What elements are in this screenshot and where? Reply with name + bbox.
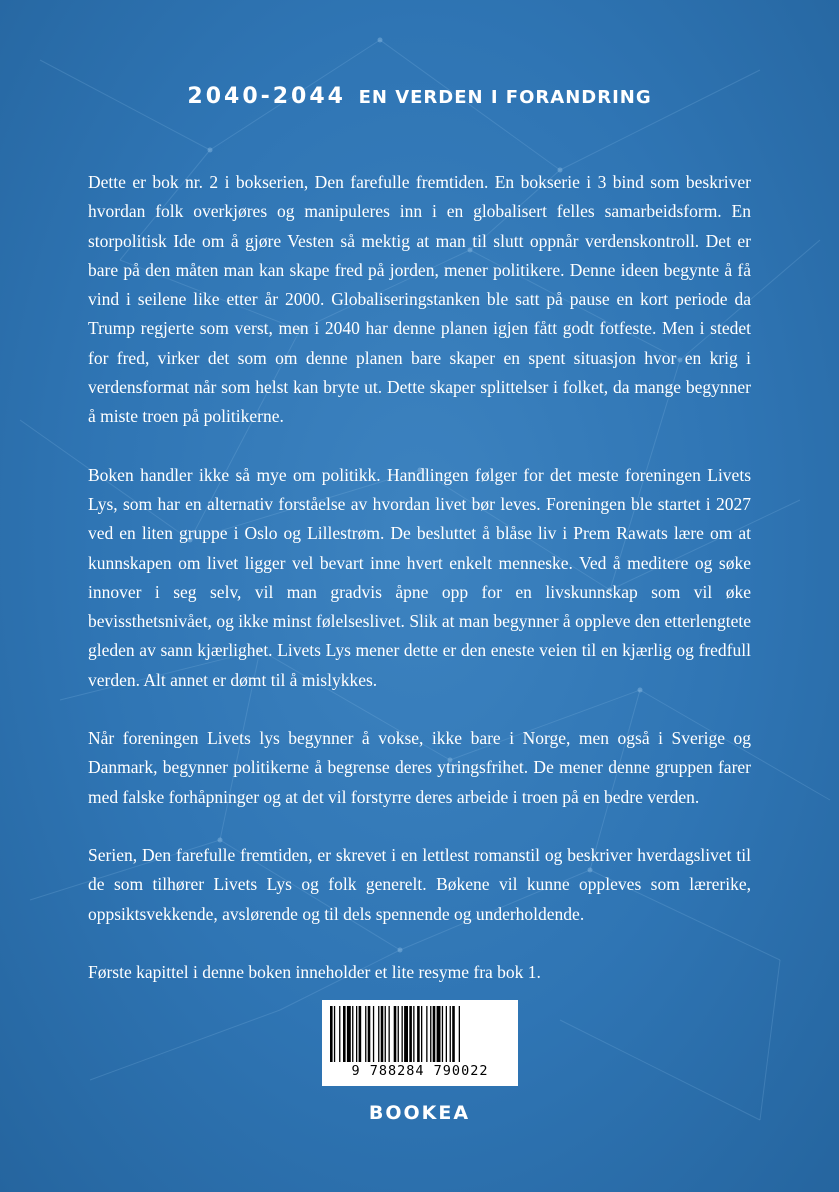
blurb-paragraph: Første kapittel i denne boken inneholder et lite resyme fra bok 1. [88, 961, 541, 982]
barcode-bar [421, 1006, 422, 1062]
barcode-bar [352, 1006, 353, 1062]
barcode-bar [347, 1006, 351, 1062]
barcode-bar [409, 1006, 412, 1062]
barcode-bar [417, 1006, 420, 1062]
barcode-bar [330, 1006, 333, 1062]
title-years: 2040-2044 [187, 84, 346, 109]
barcode-bar [368, 1006, 371, 1062]
barcode-bar [334, 1006, 335, 1062]
blurb-paragraph: Serien, Den farefulle fremtiden, er skrevet i en lettlest romanstil og beskriver hverdagslivet til de som tilhører Livets Lys og folk generelt. Bøkene vil kunne oppleves som lærerike, oppsiktsvekkende, avslørende og til dels spennende og underholdende. [88, 844, 751, 924]
barcode-bar [373, 1006, 374, 1062]
isbn-barcode [322, 1000, 518, 1086]
barcode-bar [452, 1006, 455, 1062]
barcode-bar [402, 1006, 403, 1062]
barcode-digits: 9 788284 790022 [351, 1063, 489, 1079]
barcode-bars [328, 1006, 512, 1062]
barcode-bar [343, 1006, 346, 1062]
blurb-text [88, 168, 751, 1016]
barcode-bar [394, 1006, 397, 1062]
barcode-bar [426, 1006, 427, 1062]
barcode-bar [442, 1006, 443, 1062]
title-subtitle: EN VERDEN I FORANDRING [358, 87, 652, 108]
publisher-logo: BOOKEA [368, 1102, 471, 1124]
barcode-bar [437, 1006, 441, 1062]
barcode-bar [450, 1006, 451, 1062]
barcode-bar [430, 1006, 431, 1062]
book-title [0, 84, 839, 109]
barcode-bar [398, 1006, 399, 1062]
barcode-bar [404, 1006, 408, 1062]
barcode-bar [381, 1006, 384, 1062]
blurb-paragraph: Dette er bok nr. 2 i bokserien, Den farefulle fremtiden. En bokserie i 3 bind som beskriver hvordan folk overkjøres og manipuleres inn i en globalisert felles samarbeidsform. En storpolitisk Ide om å gjøre Vesten så mektig at man til slutt oppnår verdenskontroll. Det er bare på den måten man kan skape fred på jorden, mener politikere. Denne ideen begynte å få vind i seilene like etter år 2000. Globaliseringstanken ble satt på pause en kort periode da Trump regjerte som verst, men i 2040 har denne planen igjen fått godt fotfeste. Men i stedet for fred, virker det som om denne planen bare skaper en spent situasjon hvor en krig i verdensformat når som helst kan bryte ut. Dette skaper splittelser i folket, da mange begynner å miste troen på politikerne. [88, 172, 751, 427]
barcode-bar [359, 1006, 362, 1062]
barcode-bar [385, 1006, 386, 1062]
barcode-bar [378, 1006, 379, 1062]
barcode-bar [356, 1006, 357, 1062]
barcode-bar [459, 1006, 460, 1062]
blurb-paragraph: Når foreningen Livets lys begynner å vokse, ikke bare i Norge, men også i Sverige og Danmark, begynner politikerne å begrense deres ytringsfrihet. De mener denne gruppen farer med falske forhåpninger og at det vil forstyrre deres arbeide i troen på en bedre verden. [88, 728, 751, 807]
barcode-bar [433, 1006, 436, 1062]
barcode-bar [389, 1006, 390, 1062]
barcode-bar [413, 1006, 414, 1062]
barcode-bar [339, 1006, 340, 1062]
blurb-paragraph: Boken handler ikke så mye om politikk. Handlingen følger for det meste foreningen Livets Lys, som har en alternativ forståelse av hvordan livet bør leves. Foreningen ble startet i 2027 ved en liten gruppe i Oslo og Lillestrøm. De besluttet å blåse liv i Prem Rawats lære om at kunnskapen om livet ligger vel bevart inne hvert enkelt menneske. Ved å meditere og søke innover i seg selv, vil man gradvis åpne opp for en livskunnskap som vil øke bevissthetsnivået, og ikke minst følelseslivet. Slik at man begynner å oppleve den etterlengtete gleden av sann kjærlighet. Livets Lys mener dette er den eneste veien til en kjærlig og fredfull verden. Alt annet er dømt til å mislykkes. [88, 464, 751, 690]
barcode-bar [446, 1006, 447, 1062]
barcode-bar [365, 1006, 366, 1062]
